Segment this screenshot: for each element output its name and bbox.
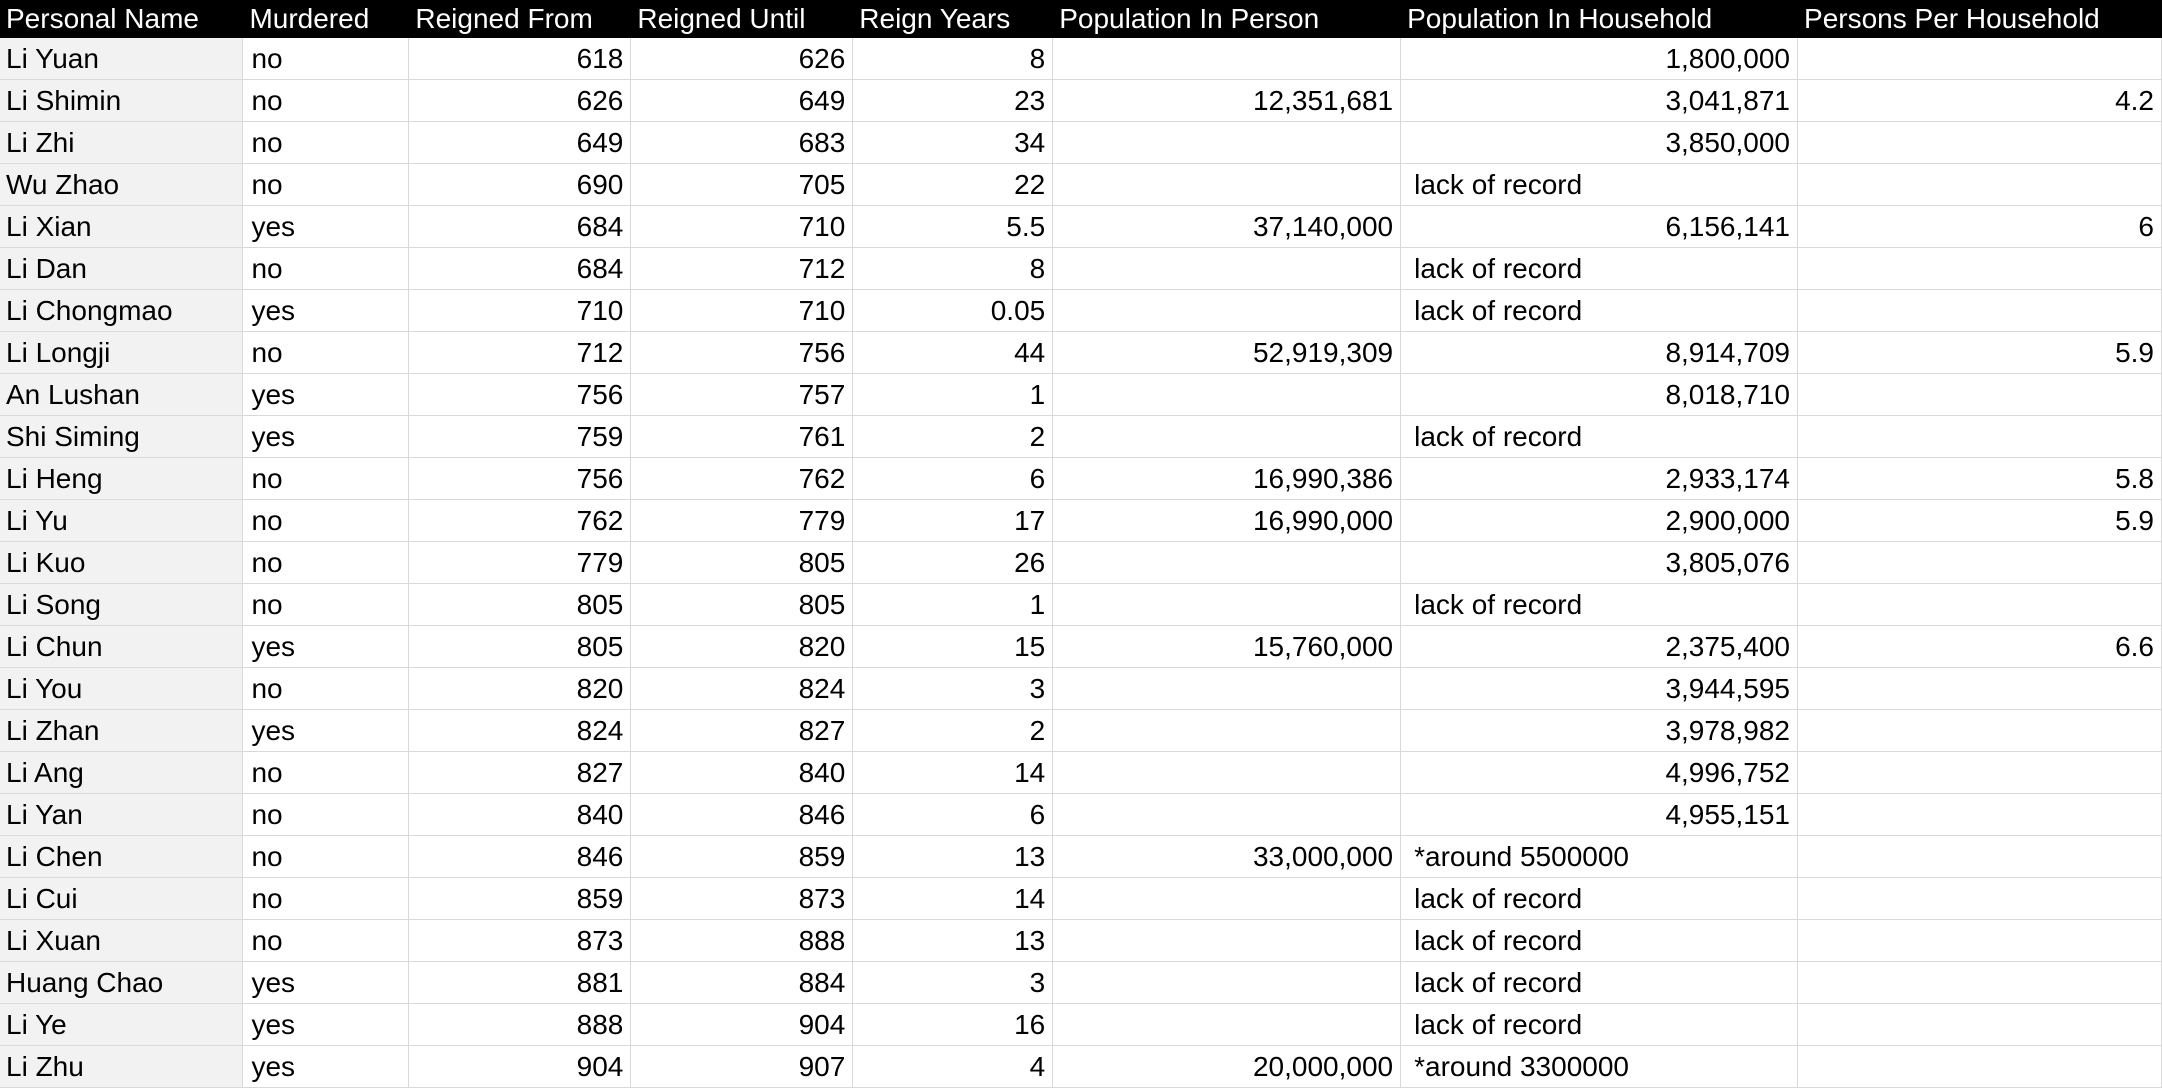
reign-years-cell[interactable]: 3	[853, 668, 1053, 710]
name-cell[interactable]: Li Xuan	[0, 920, 243, 962]
murdered-cell[interactable]: yes	[243, 290, 409, 332]
reign-years-cell[interactable]: 8	[853, 38, 1053, 80]
population-in-person-cell[interactable]	[1053, 794, 1401, 836]
header-population-in-person[interactable]: Population In Person	[1053, 0, 1401, 38]
reign-years-cell[interactable]: 2	[853, 416, 1053, 458]
murdered-cell[interactable]: no	[243, 668, 409, 710]
population-in-household-cell[interactable]: 3,805,076	[1401, 542, 1798, 584]
reigned-until-cell[interactable]: 757	[631, 374, 853, 416]
reign-years-cell[interactable]: 34	[853, 122, 1053, 164]
reigned-from-cell[interactable]: 827	[409, 752, 631, 794]
name-cell[interactable]: Li Chen	[0, 836, 243, 878]
reigned-until-cell[interactable]: 756	[631, 332, 853, 374]
population-in-person-cell[interactable]	[1053, 962, 1401, 1004]
population-in-household-cell[interactable]: 2,933,174	[1401, 458, 1798, 500]
population-in-household-cell[interactable]: 3,850,000	[1401, 122, 1798, 164]
population-in-household-cell[interactable]: lack of record	[1401, 878, 1798, 920]
reigned-from-cell[interactable]: 649	[409, 122, 631, 164]
murdered-cell[interactable]: no	[243, 164, 409, 206]
murdered-cell[interactable]: no	[243, 836, 409, 878]
population-in-household-cell[interactable]: lack of record	[1401, 962, 1798, 1004]
reign-years-cell[interactable]: 23	[853, 80, 1053, 122]
name-cell[interactable]: Shi Siming	[0, 416, 243, 458]
header-personal-name[interactable]: Personal Name	[0, 0, 243, 38]
population-in-person-cell[interactable]: 37,140,000	[1053, 206, 1401, 248]
reigned-until-cell[interactable]: 884	[631, 962, 853, 1004]
name-cell[interactable]: Li Xian	[0, 206, 243, 248]
reigned-from-cell[interactable]: 820	[409, 668, 631, 710]
murdered-cell[interactable]: no	[243, 332, 409, 374]
murdered-cell[interactable]: no	[243, 752, 409, 794]
name-cell[interactable]: Wu Zhao	[0, 164, 243, 206]
table-row	[0, 668, 2162, 710]
population-in-household-cell[interactable]: 4,996,752	[1401, 752, 1798, 794]
table-row	[0, 794, 2162, 836]
table-row	[0, 332, 2162, 374]
reigned-from-cell[interactable]: 824	[409, 710, 631, 752]
reigned-until-cell[interactable]: 907	[631, 1046, 853, 1088]
reigned-from-cell[interactable]: 684	[409, 206, 631, 248]
table-row	[0, 710, 2162, 752]
name-cell[interactable]: Li Yan	[0, 794, 243, 836]
persons-per-household-cell[interactable]	[1798, 710, 2162, 752]
population-in-household-cell[interactable]: 2,375,400	[1401, 626, 1798, 668]
reigned-until-cell[interactable]: 820	[631, 626, 853, 668]
reigned-from-cell[interactable]: 859	[409, 878, 631, 920]
population-in-person-cell[interactable]	[1053, 752, 1401, 794]
population-in-household-cell[interactable]: lack of record	[1401, 1004, 1798, 1046]
name-cell[interactable]: Li Zhi	[0, 122, 243, 164]
table-row	[0, 1046, 2162, 1088]
table-row	[0, 164, 2162, 206]
reigned-from-cell[interactable]: 756	[409, 458, 631, 500]
population-in-household-cell[interactable]: 3,041,871	[1401, 80, 1798, 122]
persons-per-household-cell[interactable]	[1798, 584, 2162, 626]
reign-years-cell[interactable]: 2	[853, 710, 1053, 752]
murdered-cell[interactable]: yes	[243, 416, 409, 458]
reigned-from-cell[interactable]: 684	[409, 248, 631, 290]
population-in-household-cell[interactable]: lack of record	[1401, 584, 1798, 626]
persons-per-household-cell[interactable]: 4.2	[1798, 80, 2162, 122]
reign-years-cell[interactable]: 14	[853, 878, 1053, 920]
table-row	[0, 878, 2162, 920]
persons-per-household-cell[interactable]: 6	[1798, 206, 2162, 248]
reigned-until-cell[interactable]: 840	[631, 752, 853, 794]
persons-per-household-cell[interactable]	[1798, 416, 2162, 458]
table-row	[0, 80, 2162, 122]
population-in-person-cell[interactable]	[1053, 374, 1401, 416]
population-in-person-cell[interactable]: 20,000,000	[1053, 1046, 1401, 1088]
murdered-cell[interactable]: yes	[243, 626, 409, 668]
persons-per-household-cell[interactable]	[1798, 374, 2162, 416]
name-cell[interactable]: Li Chun	[0, 626, 243, 668]
table-row	[0, 626, 2162, 668]
table-row	[0, 920, 2162, 962]
name-cell[interactable]: Li Yu	[0, 500, 243, 542]
population-in-household-cell[interactable]: lack of record	[1401, 164, 1798, 206]
name-cell[interactable]: Li Ye	[0, 1004, 243, 1046]
persons-per-household-cell[interactable]	[1798, 542, 2162, 584]
persons-per-household-cell[interactable]	[1798, 794, 2162, 836]
reign-years-cell[interactable]: 44	[853, 332, 1053, 374]
reigned-until-cell[interactable]: 762	[631, 458, 853, 500]
reigned-from-cell[interactable]: 759	[409, 416, 631, 458]
name-cell[interactable]: Li Zhan	[0, 710, 243, 752]
reigned-until-cell[interactable]: 824	[631, 668, 853, 710]
murdered-cell[interactable]: yes	[243, 1046, 409, 1088]
persons-per-household-cell[interactable]	[1798, 38, 2162, 80]
reigned-from-cell[interactable]: 779	[409, 542, 631, 584]
population-in-household-cell[interactable]: lack of record	[1401, 290, 1798, 332]
reign-years-cell[interactable]: 1	[853, 374, 1053, 416]
reigned-from-cell[interactable]: 710	[409, 290, 631, 332]
population-in-person-cell[interactable]	[1053, 920, 1401, 962]
table-row	[0, 584, 2162, 626]
persons-per-household-cell[interactable]	[1798, 920, 2162, 962]
murdered-cell[interactable]: yes	[243, 206, 409, 248]
header-reigned-from[interactable]: Reigned From	[409, 0, 631, 38]
murdered-cell[interactable]: no	[243, 920, 409, 962]
population-in-household-cell[interactable]: 4,955,151	[1401, 794, 1798, 836]
reigned-from-cell[interactable]: 873	[409, 920, 631, 962]
table-row	[0, 374, 2162, 416]
table-row	[0, 290, 2162, 332]
reign-years-cell[interactable]: 6	[853, 458, 1053, 500]
table-row	[0, 38, 2162, 80]
reigned-from-cell[interactable]: 904	[409, 1046, 631, 1088]
reign-years-cell[interactable]: 16	[853, 1004, 1053, 1046]
reign-years-cell[interactable]: 5.5	[853, 206, 1053, 248]
murdered-cell[interactable]: yes	[243, 374, 409, 416]
reign-years-cell[interactable]: 6	[853, 794, 1053, 836]
reigned-from-cell[interactable]: 840	[409, 794, 631, 836]
table-row	[0, 1004, 2162, 1046]
persons-per-household-cell[interactable]	[1798, 836, 2162, 878]
reigned-until-cell[interactable]: 846	[631, 794, 853, 836]
population-in-household-cell[interactable]: lack of record	[1401, 248, 1798, 290]
reigned-from-cell[interactable]: 618	[409, 38, 631, 80]
reigned-from-cell[interactable]: 762	[409, 500, 631, 542]
table-body	[0, 38, 2162, 1088]
reigned-until-cell[interactable]: 904	[631, 1004, 853, 1046]
murdered-cell[interactable]: yes	[243, 962, 409, 1004]
reigned-until-cell[interactable]: 873	[631, 878, 853, 920]
reign-years-cell[interactable]: 8	[853, 248, 1053, 290]
reign-years-cell[interactable]: 3	[853, 962, 1053, 1004]
murdered-cell[interactable]: no	[243, 794, 409, 836]
name-cell[interactable]: Li Shimin	[0, 80, 243, 122]
population-in-person-cell[interactable]	[1053, 290, 1401, 332]
reign-years-cell[interactable]: 13	[853, 836, 1053, 878]
persons-per-household-cell[interactable]: 6.6	[1798, 626, 2162, 668]
persons-per-household-cell[interactable]	[1798, 122, 2162, 164]
header-persons-per-household[interactable]: Persons Per Household	[1798, 0, 2162, 38]
persons-per-household-cell[interactable]	[1798, 164, 2162, 206]
population-in-household-cell[interactable]: 1,800,000	[1401, 38, 1798, 80]
reign-years-cell[interactable]: 22	[853, 164, 1053, 206]
header-row	[0, 0, 2162, 38]
murdered-cell[interactable]: no	[243, 584, 409, 626]
table-row	[0, 962, 2162, 1004]
reigned-until-cell[interactable]: 888	[631, 920, 853, 962]
persons-per-household-cell[interactable]: 5.8	[1798, 458, 2162, 500]
name-cell[interactable]: Li Yuan	[0, 38, 243, 80]
reigned-from-cell[interactable]: 690	[409, 164, 631, 206]
reigned-until-cell[interactable]: 712	[631, 248, 853, 290]
reign-years-cell[interactable]: 14	[853, 752, 1053, 794]
name-cell[interactable]: Li Song	[0, 584, 243, 626]
name-cell[interactable]: Li Kuo	[0, 542, 243, 584]
reigned-from-cell[interactable]: 756	[409, 374, 631, 416]
reigned-until-cell[interactable]: 779	[631, 500, 853, 542]
reigned-from-cell[interactable]: 712	[409, 332, 631, 374]
population-in-household-cell[interactable]: 3,944,595	[1401, 668, 1798, 710]
persons-per-household-cell[interactable]	[1798, 668, 2162, 710]
header-population-in-household[interactable]: Population In Household	[1401, 0, 1798, 38]
reigned-until-cell[interactable]: 710	[631, 290, 853, 332]
population-in-household-cell[interactable]: *around 5500000	[1401, 836, 1798, 878]
population-in-person-cell[interactable]: 16,990,000	[1053, 500, 1401, 542]
reigned-until-cell[interactable]: 859	[631, 836, 853, 878]
reign-years-cell[interactable]: 1	[853, 584, 1053, 626]
population-in-person-cell[interactable]	[1053, 1004, 1401, 1046]
reigned-until-cell[interactable]: 626	[631, 38, 853, 80]
name-cell[interactable]: Huang Chao	[0, 962, 243, 1004]
reigned-from-cell[interactable]: 626	[409, 80, 631, 122]
murdered-cell[interactable]: no	[243, 38, 409, 80]
reigned-until-cell[interactable]: 805	[631, 584, 853, 626]
murdered-cell[interactable]: no	[243, 458, 409, 500]
population-in-person-cell[interactable]	[1053, 668, 1401, 710]
population-in-household-cell[interactable]: lack of record	[1401, 416, 1798, 458]
reigned-until-cell[interactable]: 761	[631, 416, 853, 458]
population-in-person-cell[interactable]	[1053, 878, 1401, 920]
reigned-until-cell[interactable]: 710	[631, 206, 853, 248]
murdered-cell[interactable]: yes	[243, 1004, 409, 1046]
name-cell[interactable]: Li Zhu	[0, 1046, 243, 1088]
persons-per-household-cell[interactable]: 5.9	[1798, 500, 2162, 542]
name-cell[interactable]: Li Heng	[0, 458, 243, 500]
table-row	[0, 752, 2162, 794]
population-in-household-cell[interactable]: 2,900,000	[1401, 500, 1798, 542]
reign-years-cell[interactable]: 0.05	[853, 290, 1053, 332]
murdered-cell[interactable]: no	[243, 80, 409, 122]
reigned-from-cell[interactable]: 888	[409, 1004, 631, 1046]
population-in-person-cell[interactable]: 15,760,000	[1053, 626, 1401, 668]
population-in-person-cell[interactable]: 12,351,681	[1053, 80, 1401, 122]
persons-per-household-cell[interactable]	[1798, 1004, 2162, 1046]
reigned-until-cell[interactable]: 805	[631, 542, 853, 584]
persons-per-household-cell[interactable]	[1798, 1046, 2162, 1088]
population-in-household-cell[interactable]: 6,156,141	[1401, 206, 1798, 248]
population-in-household-cell[interactable]: 8,914,709	[1401, 332, 1798, 374]
name-cell[interactable]: Li You	[0, 668, 243, 710]
table-row	[0, 542, 2162, 584]
name-cell[interactable]: Li Ang	[0, 752, 243, 794]
name-cell[interactable]: Li Longji	[0, 332, 243, 374]
name-cell[interactable]: Li Chongmao	[0, 290, 243, 332]
table-row	[0, 248, 2162, 290]
murdered-cell[interactable]: no	[243, 500, 409, 542]
reigned-from-cell[interactable]: 881	[409, 962, 631, 1004]
reign-years-cell[interactable]: 4	[853, 1046, 1053, 1088]
reigned-from-cell[interactable]: 846	[409, 836, 631, 878]
population-in-household-cell[interactable]: 8,018,710	[1401, 374, 1798, 416]
population-in-person-cell[interactable]	[1053, 38, 1401, 80]
name-cell[interactable]: An Lushan	[0, 374, 243, 416]
reigned-until-cell[interactable]: 683	[631, 122, 853, 164]
murdered-cell[interactable]: no	[243, 122, 409, 164]
table-row	[0, 122, 2162, 164]
reigned-until-cell[interactable]: 827	[631, 710, 853, 752]
population-in-person-cell[interactable]: 33,000,000	[1053, 836, 1401, 878]
persons-per-household-cell[interactable]	[1798, 752, 2162, 794]
name-cell[interactable]: Li Dan	[0, 248, 243, 290]
reign-years-cell[interactable]: 15	[853, 626, 1053, 668]
murdered-cell[interactable]: no	[243, 878, 409, 920]
reigned-until-cell[interactable]: 649	[631, 80, 853, 122]
table-row	[0, 206, 2162, 248]
table-row	[0, 416, 2162, 458]
population-in-person-cell[interactable]	[1053, 164, 1401, 206]
reign-years-cell[interactable]: 26	[853, 542, 1053, 584]
population-in-person-cell[interactable]	[1053, 542, 1401, 584]
reign-years-cell[interactable]: 13	[853, 920, 1053, 962]
name-cell[interactable]: Li Cui	[0, 878, 243, 920]
reigned-until-cell[interactable]: 705	[631, 164, 853, 206]
population-in-person-cell[interactable]	[1053, 710, 1401, 752]
reigned-from-cell[interactable]: 805	[409, 626, 631, 668]
persons-per-household-cell[interactable]	[1798, 962, 2162, 1004]
persons-per-household-cell[interactable]	[1798, 878, 2162, 920]
population-in-person-cell[interactable]	[1053, 584, 1401, 626]
persons-per-household-cell[interactable]: 5.9	[1798, 332, 2162, 374]
population-in-person-cell[interactable]	[1053, 122, 1401, 164]
persons-per-household-cell[interactable]	[1798, 290, 2162, 332]
population-in-person-cell[interactable]: 16,990,386	[1053, 458, 1401, 500]
murdered-cell[interactable]: no	[243, 542, 409, 584]
table-row	[0, 836, 2162, 878]
reigned-from-cell[interactable]: 805	[409, 584, 631, 626]
header-reigned-until[interactable]: Reigned Until	[631, 0, 853, 38]
population-in-household-cell[interactable]: *around 3300000	[1401, 1046, 1798, 1088]
table-row	[0, 458, 2162, 500]
reign-years-cell[interactable]: 17	[853, 500, 1053, 542]
murdered-cell[interactable]: yes	[243, 710, 409, 752]
population-in-person-cell[interactable]	[1053, 248, 1401, 290]
table-row	[0, 500, 2162, 542]
population-in-household-cell[interactable]: 3,978,982	[1401, 710, 1798, 752]
population-in-household-cell[interactable]: lack of record	[1401, 920, 1798, 962]
population-in-person-cell[interactable]: 52,919,309	[1053, 332, 1401, 374]
persons-per-household-cell[interactable]	[1798, 248, 2162, 290]
header-murdered[interactable]: Murdered	[243, 0, 409, 38]
population-in-person-cell[interactable]	[1053, 416, 1401, 458]
header-reign-years[interactable]: Reign Years	[853, 0, 1053, 38]
murdered-cell[interactable]: no	[243, 248, 409, 290]
